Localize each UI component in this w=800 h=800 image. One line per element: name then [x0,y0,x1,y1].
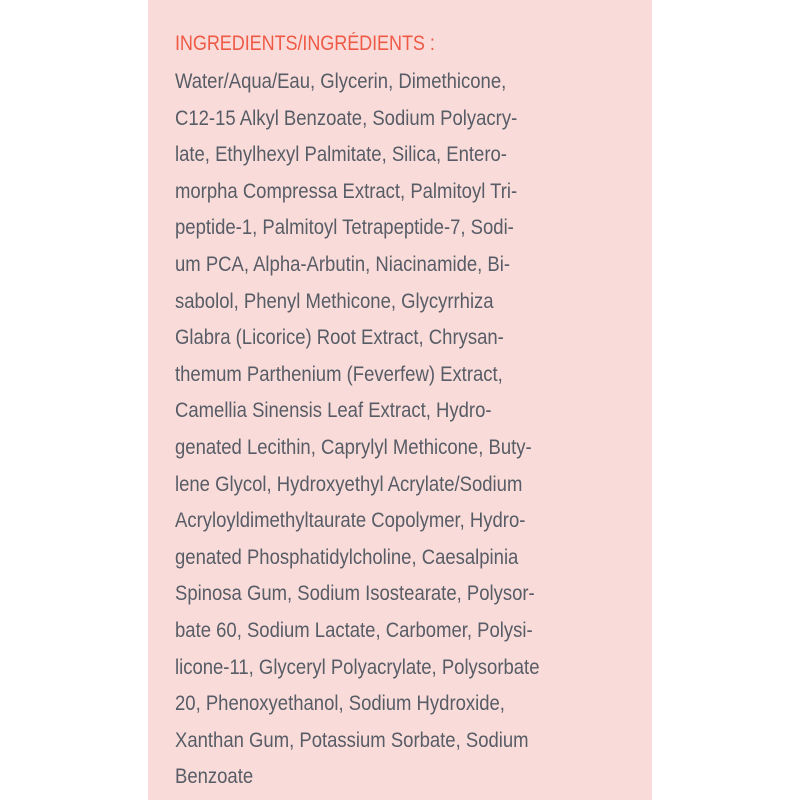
ingredients-line: genated Lecithin, Caprylyl Methicone, Buty- [175,434,532,459]
ingredients-line: bate 60, Sodium Lactate, Carbomer, Polysi- [175,617,533,642]
ingredients-line: Glabra (Licorice) Root Extract, Chrysan- [175,325,504,350]
ingredients-line: late, Ethylhexyl Palmitate, Silica, Entero- [175,142,507,167]
ingredients-line: Water/Aqua/Eau, Glycerin, Dimethicone, [175,69,507,93]
ingredients-line: licone-11, Glyceryl Polyacrylate, Polysorbate [175,654,540,679]
ingredients-heading: INGREDIENTS/INGRÉDIENTS : [175,32,435,55]
ingredients-label-panel [148,0,652,800]
ingredients-line: Spinosa Gum, Sodium Isostearate, Polysor- [175,581,535,606]
ingredients-line: peptide-1, Palmitoyl Tetrapeptide-7, Sodi- [175,215,514,240]
ingredients-text-block [175,31,645,795]
ingredients-line: Acryloyldimethyltaurate Copolymer, Hydro- [175,508,526,533]
ingredients-list [175,63,645,795]
ingredients-line: C12-15 Alkyl Benzoate, Sodium Polyacry- [175,105,518,130]
ingredients-line: Xanthan Gum, Potassium Sorbate, Sodium [175,727,529,752]
ingredients-line: lene Glycol, Hydroxyethyl Acrylate/Sodium [175,471,523,496]
ingredients-line: Camellia Sinensis Leaf Extract, Hydro- [175,398,492,423]
ingredients-line: morpha Compressa Extract, Palmitoyl Tri- [175,178,518,203]
ingredients-line: themum Parthenium (Feverfew) Extract, [175,361,503,386]
ingredients-line: um PCA, Alpha-Arbutin, Niacinamide, Bi- [175,251,511,276]
ingredients-line: 20, Phenoxyethanol, Sodium Hydroxide, [175,691,505,716]
ingredients-line: Benzoate [175,764,254,789]
ingredients-line: sabolol, Phenyl Methicone, Glycyrrhiza [175,288,494,313]
ingredients-line: genated Phosphatidylcholine, Caesalpinia [175,544,519,569]
